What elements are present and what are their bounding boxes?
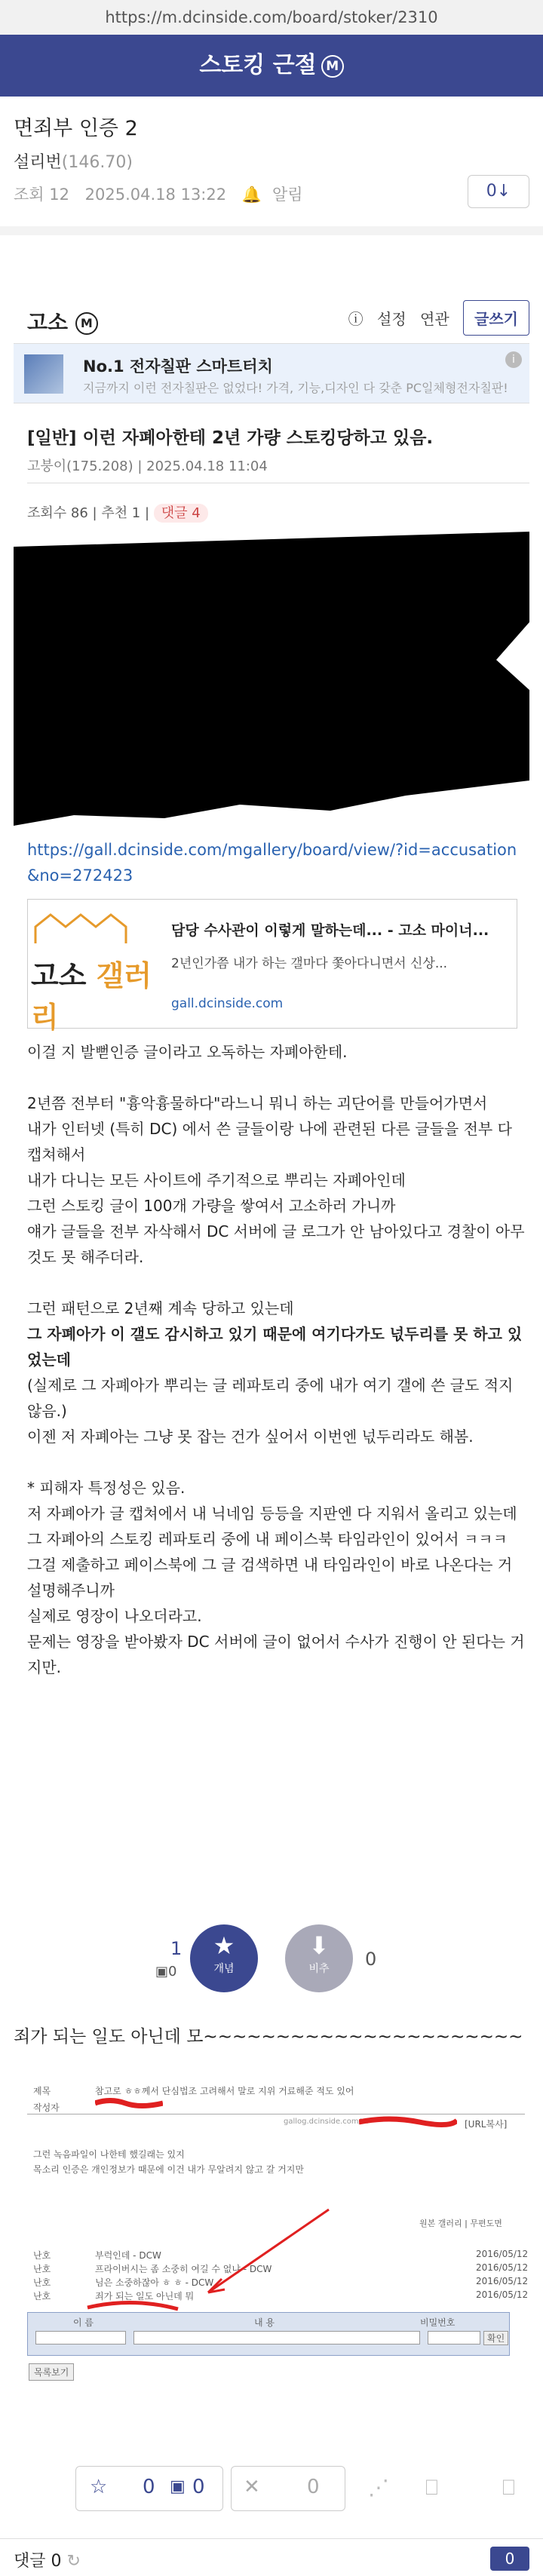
body-gap: [27, 1449, 528, 1475]
comment-count-badge[interactable]: 0: [490, 2547, 529, 2571]
recommend-count: 0: [143, 2476, 155, 2498]
fixed-upvote: [155, 1964, 176, 1980]
shot-row-date: 2016/05/12: [476, 2249, 529, 2259]
shot-name-input: [35, 2331, 126, 2344]
comment-count: 0: [486, 182, 497, 201]
captured-minor-badge: M: [75, 312, 98, 335]
author-ip: (146.70): [61, 153, 133, 172]
shot-comment-form: [27, 2312, 510, 2356]
post-body: [27, 1039, 528, 1680]
bell-icon: 🔔: [241, 186, 262, 204]
body-line: 이걸 지 발뻗인증 글이라고 오독하는 자폐아한테.: [27, 1043, 348, 1061]
shot-row-label: 난호: [33, 2250, 51, 2261]
alarm-button[interactable]: [242, 186, 314, 204]
body-line: 얘가 글들을 전부 자삭해서 DC 서버에 글 로그가 안 남아있다고 경찰이 아무것도 못 해주더라.: [27, 1222, 525, 1266]
body-line: 이젠 저 자폐아는 그냥 못 잡는 건가 싶어서 이번엔 넋두리라도 해봄.: [27, 1428, 474, 1446]
captured-related: 연관: [420, 310, 449, 328]
downvote-action[interactable]: [231, 2466, 345, 2511]
arrow-down-icon: ⬇: [308, 1931, 330, 1960]
scrap-icon[interactable]: ⎕: [502, 2475, 515, 2500]
captured-post-title: [일반] 이런 자폐아한테 2년 가량 스토킹당하고 있음.: [27, 428, 434, 448]
shot-source: gallog.dcinside.com/...: [284, 2118, 369, 2126]
shot-row-title: 부럭인데 - DCW: [95, 2250, 161, 2261]
body-line: 저 자폐아가 글 캡쳐에서 내 닉네임 등등을 지판엔 다 지워서 올리고 있는데: [27, 1504, 517, 1523]
upvote-button[interactable]: [190, 1924, 258, 1992]
share-icon[interactable]: ⋰: [368, 2475, 389, 2500]
ad-title: No.1 전자칠판 스마트터치: [83, 357, 273, 376]
action-bar: [0, 2460, 543, 2520]
gallery-name: 스토킹 근절: [199, 52, 317, 78]
shot-row-title: 님은 소중하잖아 ㅎ ㅎ - DCW: [95, 2277, 214, 2288]
address-bar[interactable]: [0, 0, 543, 35]
captured-date: 2025.04.18 11:04: [146, 458, 268, 474]
shot-content-input: [133, 2331, 420, 2344]
shot-url-copy: [URL복사]: [465, 2119, 508, 2130]
shot-body-line: 목소리 인증은 개인정보가 때문에 이건 내가 무알려지 않고 갈 거지만: [33, 2164, 304, 2175]
downvote-count: 0: [365, 1949, 377, 1970]
fix-icon: ▣: [155, 1964, 169, 1980]
body-line: 실제로 영장이 나오더라고.: [27, 1607, 202, 1625]
post-meta: [14, 182, 324, 205]
shot-row-title: 죄가 되는 일도 아닌데 뭐: [95, 2291, 195, 2302]
bookmark-icon[interactable]: ⎕: [425, 2475, 438, 2500]
captured-settings: 설정: [377, 310, 406, 328]
preview-title: 담당 수사관이 이렇게 말하는데... - 고소 마이너...: [171, 922, 489, 939]
shot-confirm: 확인: [483, 2331, 508, 2345]
post-date: 2025.04.18 13:22: [84, 186, 227, 204]
recommend-action[interactable]: [75, 2466, 223, 2511]
shot-row-date: 2016/05/12: [476, 2276, 529, 2286]
body-line-emphasis: [27, 1321, 528, 1372]
shot-list-button: 목록보기: [29, 2363, 74, 2381]
captured-write-button: 글쓰기: [463, 300, 529, 336]
body-line: 그걸 제출하고 페이스북에 그 글 검색하면 내 타임라인이 바로 나온다는 거 설명해주니까: [27, 1556, 513, 1599]
ad-image: [24, 354, 63, 394]
shot-title: 참고로 ㅎㅎ께서 단심법조 고려해서 말로 지위 거료해준 적도 있어: [95, 2086, 354, 2096]
body-line: 내가 다니는 모든 사이트에 주기적으로 뿌리는 자폐아인데: [27, 1171, 406, 1189]
comment-jump-button[interactable]: [468, 175, 529, 208]
captured-ad-banner: [14, 343, 529, 403]
post-title: 면죄부 인증 2: [14, 117, 138, 140]
body-line: 2년쯤 전부터 "흉악흉물하다"라느니 뭐니 하는 괴단어를 만들어가면서: [27, 1094, 488, 1112]
shot-links: 원본 갤러리 | 무편도면: [419, 2219, 502, 2228]
captured-comments: 댓글 4: [154, 504, 208, 523]
downvote-action-count: 0: [307, 2476, 320, 2498]
vote-area: [0, 1915, 543, 2006]
arrow-down-icon: ↓: [496, 182, 511, 201]
body-line: 그런 스토킹 글이 100개 가량을 쌓여서 고소하러 가니까: [27, 1197, 396, 1215]
embedded-screenshot: [27, 2074, 529, 2406]
refresh-icon[interactable]: ↻: [66, 2552, 81, 2571]
gallery-header[interactable]: [0, 35, 543, 97]
shot-row-label: 난호: [33, 2277, 51, 2288]
shot-label-author: 작성자: [33, 2102, 60, 2113]
divider: [0, 226, 543, 235]
shot-col-name: 이 름: [73, 2317, 94, 2328]
shot-body-line: 그런 녹음파일이 나한테 했길래는 있지: [33, 2149, 185, 2160]
body-gap: [27, 1065, 528, 1090]
bold-text: 그 자폐아가 이 갤도 감시하고 있기 때문에 여기다가도 넋두리를 못 하고 있었는데: [27, 1325, 523, 1369]
gallery-logo: [28, 900, 158, 1034]
shot-col-content: 내 용: [254, 2317, 275, 2328]
x-icon: ✕: [244, 2476, 260, 2498]
body-line: 문제는 영장을 받아봤자 DC 서버에 글이 없어서 수사가 진행이 안 된다는 거지만.: [27, 1633, 525, 1676]
fix-icon: ▣: [170, 2477, 186, 2496]
upvote-label: 개념: [213, 1963, 235, 1975]
captured-post-meta: 고붕이(175.208) | 2025.04.18 11:04: [27, 458, 268, 474]
logo-text-b: 갤러리: [31, 959, 152, 1034]
preview-description: 2년인가쯤 내가 하는 갤마다 쫓아다니면서 신상...: [171, 956, 448, 971]
star-outline-icon: ☆: [90, 2476, 108, 2498]
shot-row-date: 2016/05/12: [476, 2289, 529, 2300]
star-icon: ★: [213, 1931, 235, 1960]
shot-row-label: 난호: [33, 2264, 51, 2274]
ad-subtitle: 지금까지 이런 전자칠판은 없었다! 가격, 기능,디자인 다 갖춘 PC일체형전자칠판!: [83, 381, 508, 395]
url-text: https://m.dcinside.com/board/stoker/2310: [105, 8, 438, 26]
link-preview-card[interactable]: [27, 899, 517, 1034]
body-line: (실제로 그 자폐아가 뿌리는 글 레파토리 중에 내가 여기 갤에 쓴 글도 적지 않음.): [27, 1376, 514, 1420]
info-icon: ⓘ: [348, 310, 364, 328]
captured-recommend: 추천 1: [101, 505, 141, 521]
shot-col-pw: 비밀번호: [420, 2317, 456, 2328]
shot-row-date: 2016/05/12: [476, 2262, 529, 2273]
comment-count-text: 댓글 0: [14, 2552, 62, 2571]
comment-count-label: [14, 2548, 81, 2571]
captured-gallery-header: [14, 296, 529, 341]
captured-gallery-name: 고소: [27, 310, 69, 335]
body-gap: [27, 1270, 528, 1296]
downvote-label: 비추: [308, 1963, 330, 1975]
redaction-scribble: [14, 532, 529, 826]
view-count: 조회 12: [14, 186, 69, 204]
captured-author: 고붕이(175.208): [27, 458, 133, 474]
shot-row-label: 난호: [33, 2291, 51, 2302]
body-line: 그 자폐아의 스토킹 레파토리 중에 내 페이스북 타임라인이 있어서 ㅋㅋㅋ: [27, 1530, 508, 1548]
ad-info-icon: i: [505, 351, 522, 368]
captured-views: 조회수 86: [27, 505, 88, 521]
author-name: 설리번: [14, 153, 62, 172]
fixed-upvote-count: 0: [168, 1964, 177, 1980]
body-line: 내가 인터넷 (특히 DC) 에서 쓴 글들이랑 나에 관련된 다른 글들을 전부 다 캡쳐해서: [27, 1120, 512, 1164]
shot-label-title: 제목: [33, 2086, 51, 2096]
post-author[interactable]: [14, 149, 133, 173]
upvote-count: 1: [170, 1938, 183, 1959]
shot-row-title: 프라이버시는 좀 소중히 여길 수 없냐 - DCW: [95, 2264, 272, 2274]
shot-pw-input: [428, 2331, 480, 2344]
body-line: 그런 패턴으로 2년째 계속 당하고 있는데: [27, 1299, 294, 1317]
house-logo-icon: [28, 906, 156, 951]
preview-domain: gall.dcinside.com: [171, 996, 284, 1011]
body-line: 죄가 되는 일도 아닌데 모~~~~~~~~~~~~~~~~~~~~~~: [14, 2027, 523, 2047]
shot-red-arrow: [27, 2074, 525, 2406]
downvote-button[interactable]: [285, 1924, 353, 1992]
accusation-link[interactable]: https://gall.dcinside.com/mgallery/board/view/?id=accusation&no=272423: [27, 841, 517, 885]
alarm-label: 알림: [272, 186, 303, 204]
captured-post-stats: 조회수 86 | 추천 1 | 댓글 4: [27, 502, 208, 522]
body-line: * 피해자 특정성은 있음.: [27, 1479, 186, 1497]
fixed-count: 0: [192, 2476, 205, 2498]
minor-gallery-badge: M: [321, 55, 344, 78]
comment-footer: [0, 2538, 543, 2576]
logo-text-a: 고소: [31, 959, 97, 992]
